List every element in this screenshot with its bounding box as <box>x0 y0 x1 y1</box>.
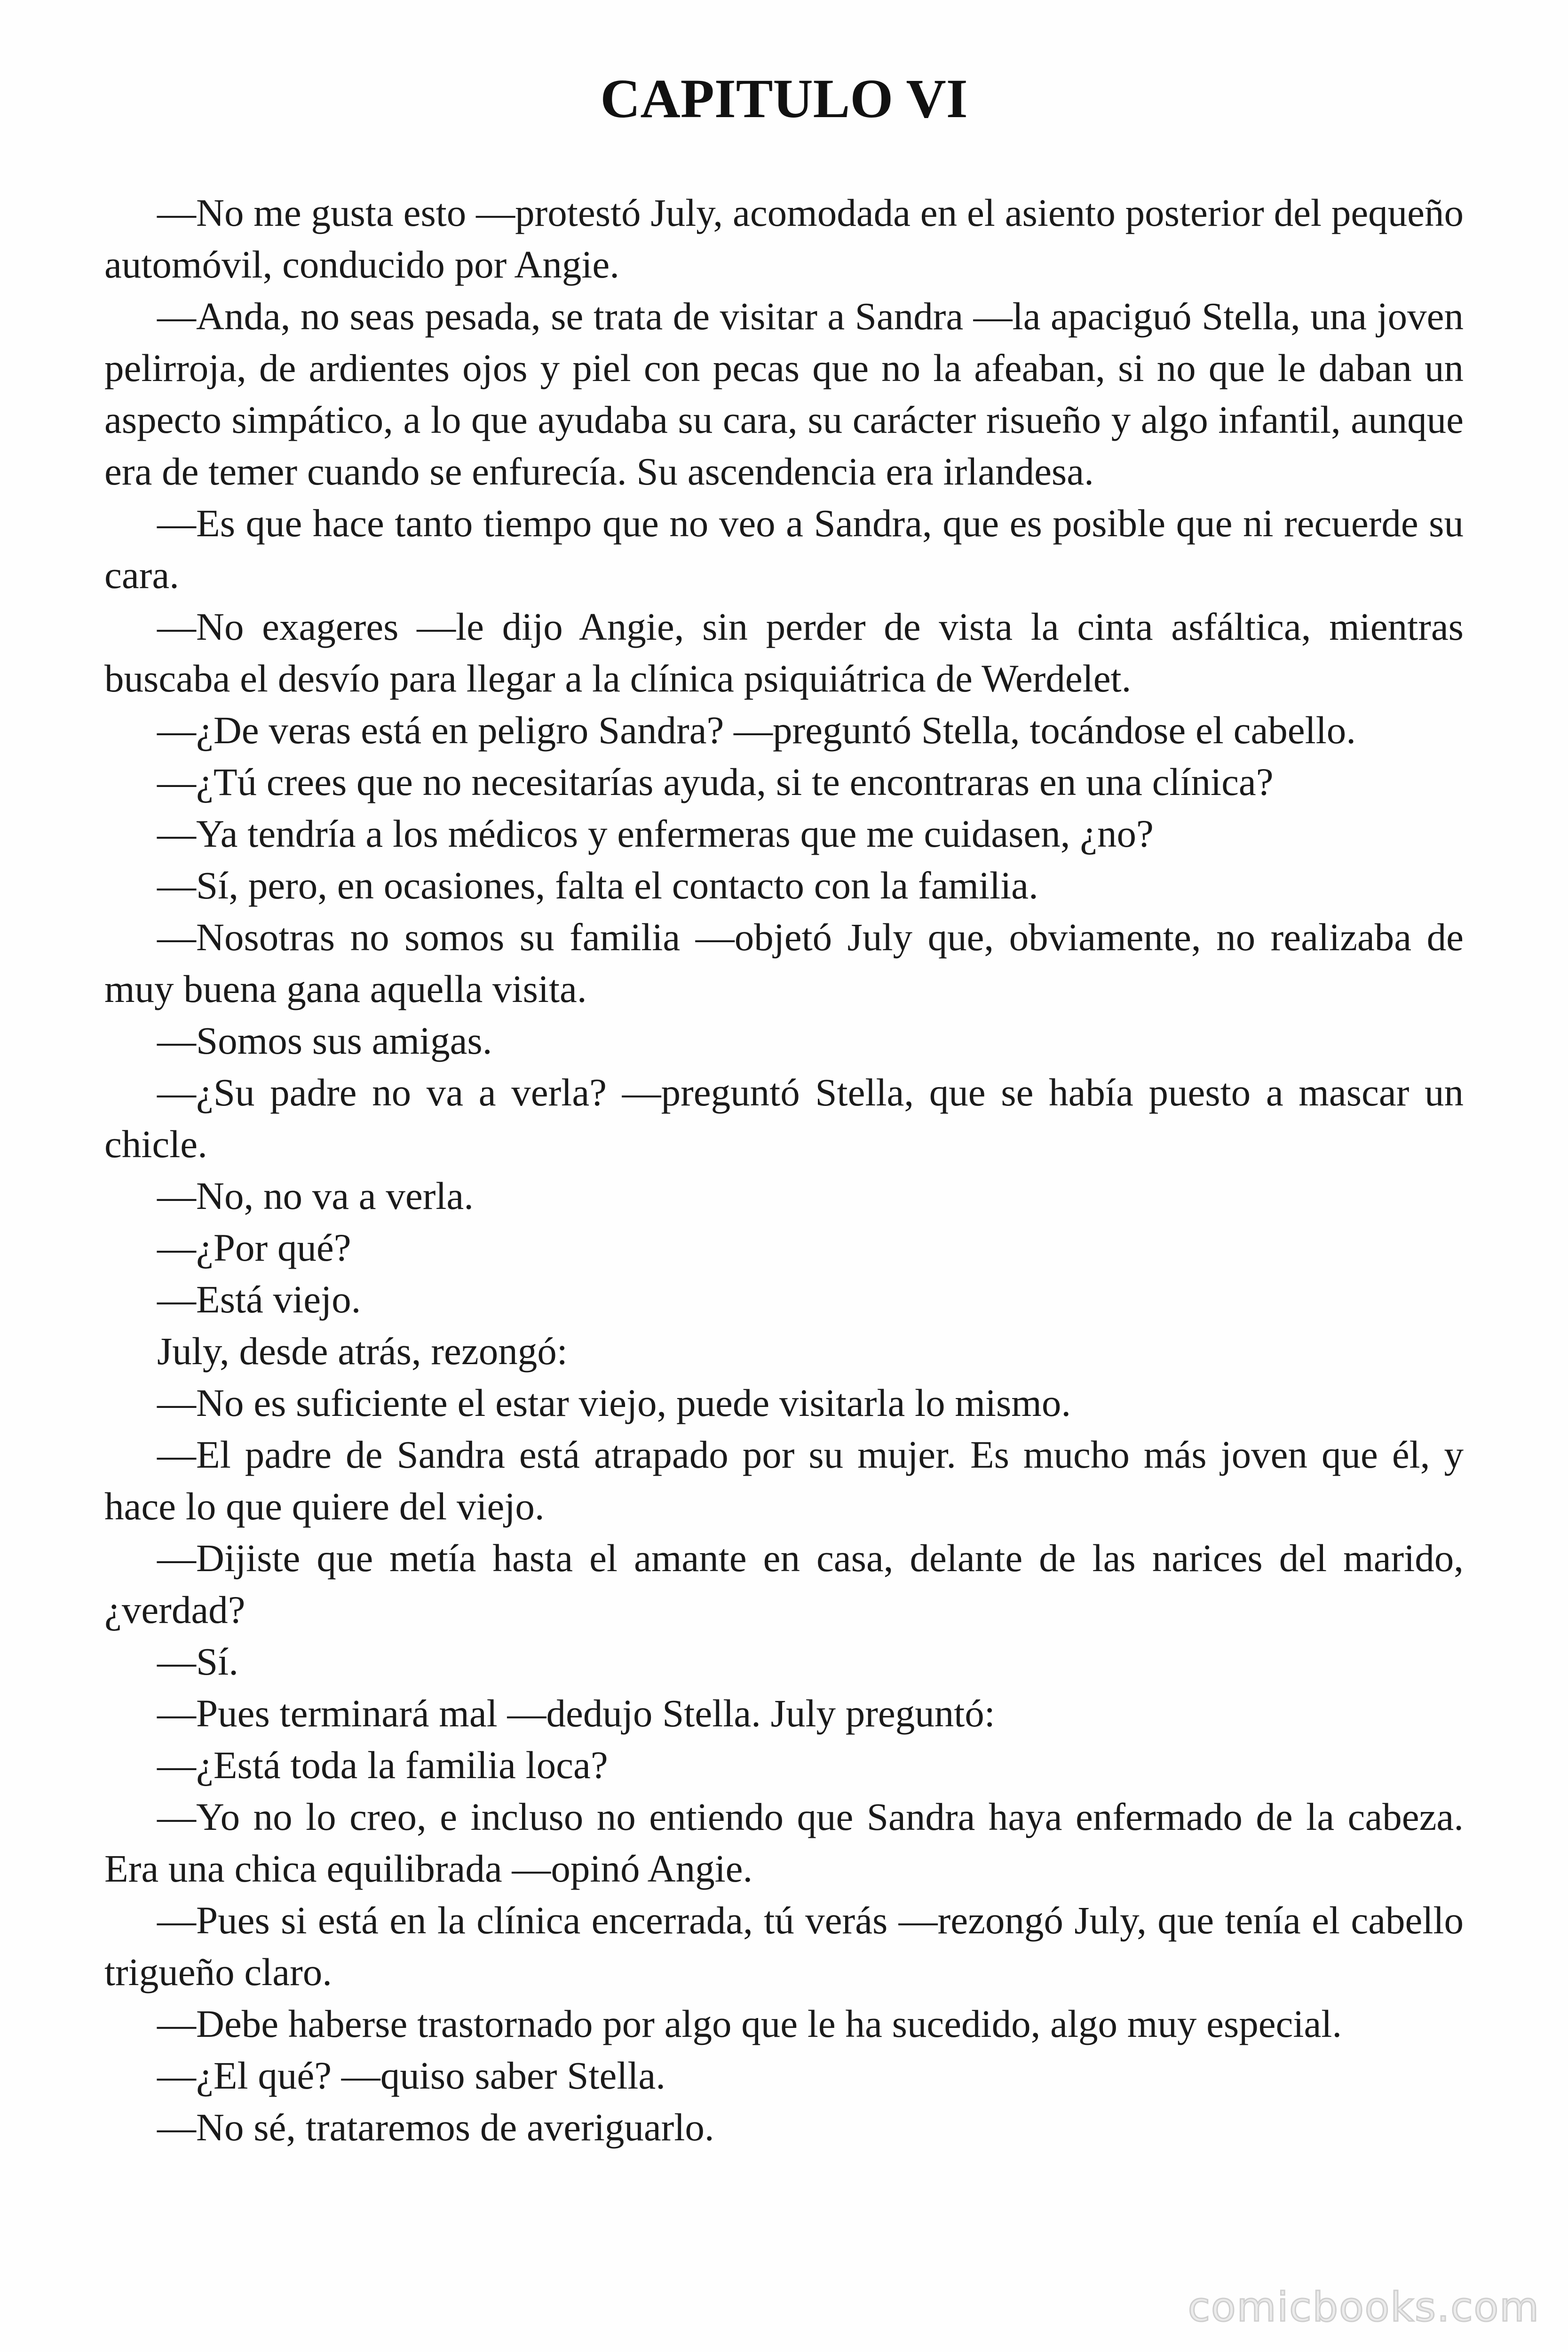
paragraph: —El padre de Sandra está atrapado por su mujer. Es mucho más joven que él, y hace lo que quiere del viejo. <box>104 1433 1464 1528</box>
paragraph: —¿Está toda la familia loca? <box>157 1743 608 1787</box>
chapter-title: CAPITULO VI <box>600 68 968 129</box>
paragraph: July, desde atrás, rezongó: <box>157 1329 568 1373</box>
paragraph: —No exageres —le dijo Angie, sin perder de vista la cinta asfáltica, mientras buscaba el desvío para llegar a la clínica psiquiátrica de Werdelet. <box>104 605 1464 700</box>
watermark: comicbooks.com <box>1188 2284 1540 2331</box>
paragraph: —Pues terminará mal —dedujo Stella. July preguntó: <box>157 1692 995 1735</box>
paragraph: —Sí, pero, en ocasiones, falta el contacto con la familia. <box>157 864 1038 907</box>
paragraph: —Está viejo. <box>157 1278 361 1321</box>
paragraph: —Pues si está en la clínica encerrada, tú verás —rezongó July, que tenía el cabello trigueño claro. <box>104 1899 1464 1994</box>
paragraph: —¿Por qué? <box>157 1226 351 1269</box>
paragraph: —Yo no lo creo, e incluso no entiendo que Sandra haya enfermado de la cabeza. Era una chica equilibrada —opinó Angie. <box>104 1795 1464 1890</box>
paragraph: —No sé, trataremos de averiguarlo. <box>157 2106 714 2149</box>
paragraph: —Debe haberse trastornado por algo que le ha sucedido, algo muy especial. <box>157 2002 1342 2045</box>
paragraph: —Es que hace tanto tiempo que no veo a Sandra, que es posible que ni recuerde su cara. <box>104 501 1464 596</box>
paragraph: —Somos sus amigas. <box>157 1019 492 1062</box>
paragraph: —Nosotras no somos su familia —objetó July que, obviamente, no realizaba de muy buena gana aquella visita. <box>104 915 1464 1010</box>
paragraph: —Ya tendría a los médicos y enfermeras que me cuidasen, ¿no? <box>157 812 1154 855</box>
chapter-body <box>104 187 1464 2153</box>
paragraph: —¿De veras está en peligro Sandra? —preguntó Stella, tocándose el cabello. <box>157 708 1356 752</box>
paragraph: —¿Tú crees que no necesitarías ayuda, si te encontraras en una clínica? <box>157 760 1274 803</box>
paragraph: —Sí. <box>157 1640 238 1683</box>
paragraph: —No, no va a verla. <box>157 1174 474 1217</box>
paragraph: —¿Su padre no va a verla? —preguntó Stella, que se había puesto a mascar un chicle. <box>104 1071 1464 1166</box>
paragraph: —No me gusta esto —protestó July, acomodada en el asiento posterior del pequeño automóvil, conducido por Angie. <box>104 191 1464 286</box>
paragraph: —Anda, no seas pesada, se trata de visitar a Sandra —la apaciguó Stella, una joven pelirroja, de ardientes ojos y piel con pecas que no la afeaban, si no que le daban un aspecto simpático, a lo que ayudaba su cara, su carácter risueño y algo infantil, aunque era de temer cuando se enfurecía. Su ascendencia era irlandesa. <box>104 294 1464 493</box>
paragraph: —No es suficiente el estar viejo, puede visitarla lo mismo. <box>157 1381 1071 1424</box>
paragraph: —Dijiste que metía hasta el amante en casa, delante de las narices del marido, ¿verdad? <box>104 1536 1464 1631</box>
paragraph: —¿El qué? —quiso saber Stella. <box>157 2054 666 2097</box>
